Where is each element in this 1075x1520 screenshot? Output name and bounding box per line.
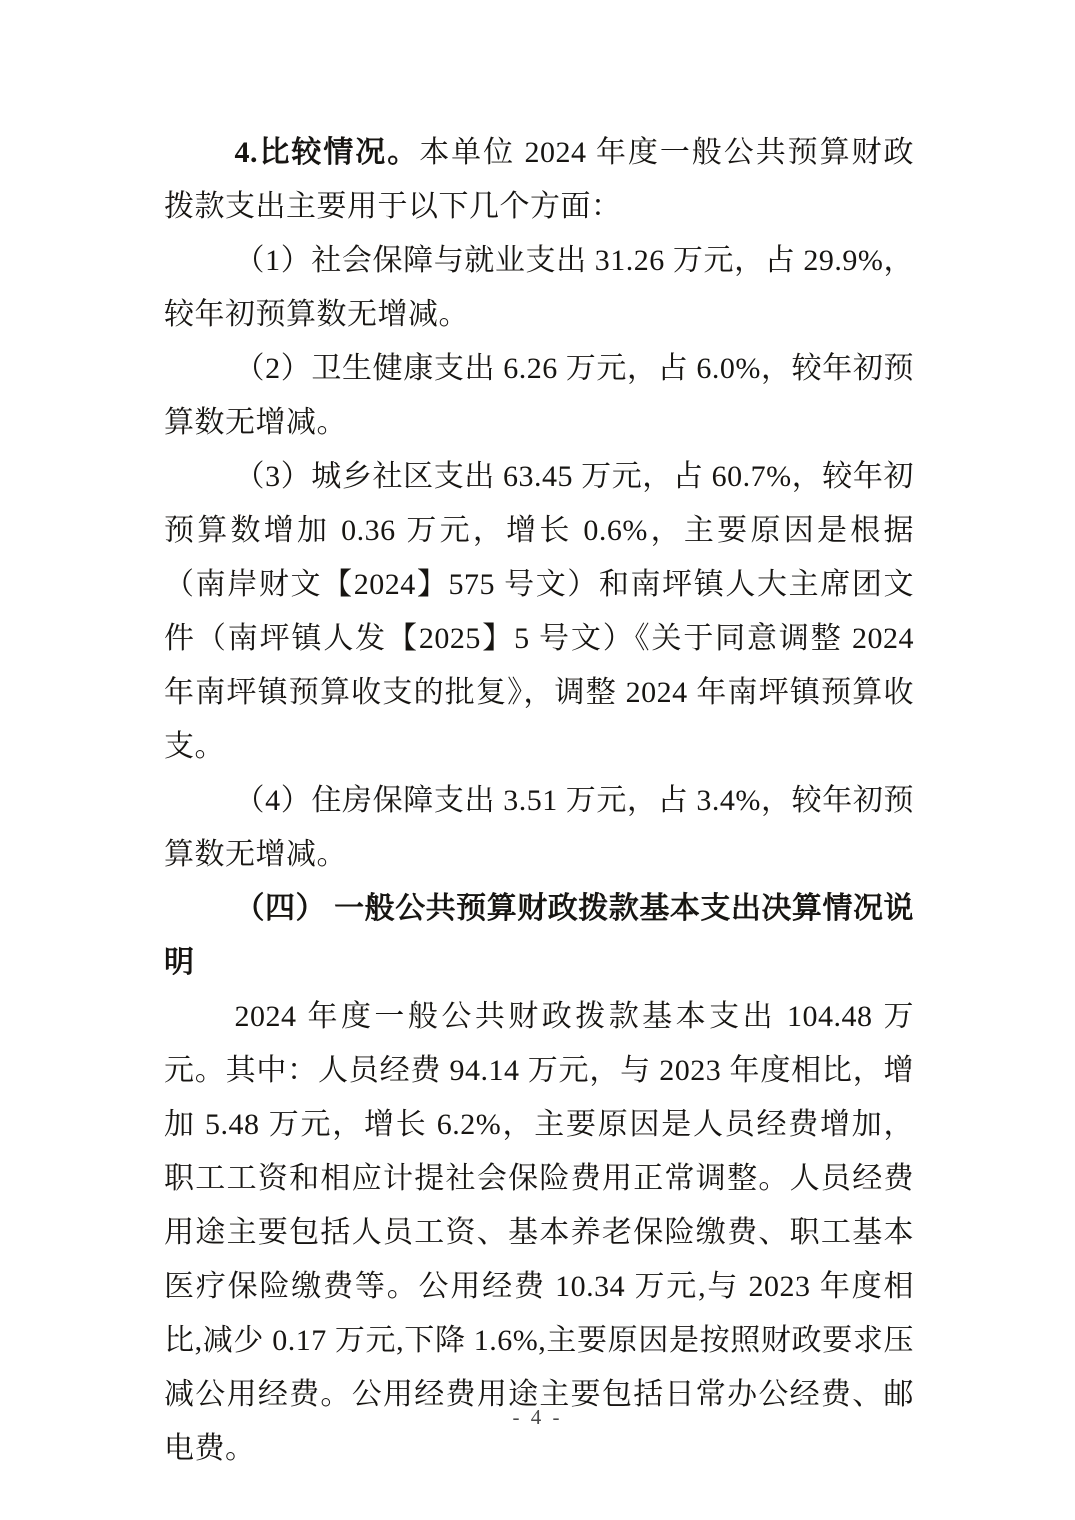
section-heading: （四） 一般公共预算财政拨款基本支出决算情况说明 xyxy=(164,892,914,979)
paragraph: （2）卫生健康支出 6.26 万元，占 6.0%，较年初预算数无增减。 xyxy=(164,352,914,439)
paragraph: （1）社会保障与就业支出 31.26 万元，占 29.9%，较年初预算数无增减。 xyxy=(164,244,914,331)
document-body xyxy=(164,126,914,1476)
paragraph-lead: 4.比较情况。 xyxy=(234,136,420,169)
paragraph: （3）城乡社区支出 63.45 万元，占 60.7%，较年初预算数增加 0.36 万元，增长 0.6%，主要原因是根据（南岸财文【2024】575 号文）和南坪镇人大主席团文件（南坪镇人发【2025】5 号文）《关于同意调整 2024 年南坪镇预算收支的批复》，调整 2024 年南坪镇预算收支。 xyxy=(164,460,914,763)
paragraph: 2024 年度一般公共财政拨款基本支出 104.48 万元。其中：人员经费 94.14 万元，与 2023 年度相比，增加 5.48 万元，增长 6.2%，主要原因是人员经费增加，职工工资和相应计提社会保险费用正常调整。人员经费用途主要包括人员工资、基本养老保险缴费、职工基本医疗保险缴费等。公用经费 10.34 万元,与 2023 年度相比,减少 0.17 万元,下降 1.6%,主要原因是按照财政要求压减公用经费。公用经费用途主要包括日常办公经费、邮电费。 xyxy=(164,1000,914,1465)
paragraph: 4.比较情况。本单位 2024 年度一般公共预算财政拨款支出主要用于以下几个方面： xyxy=(164,136,915,223)
page-number: - 4 - xyxy=(512,1405,563,1429)
paragraph: （4）住房保障支出 3.51 万元，占 3.4%，较年初预算数无增减。 xyxy=(164,784,914,871)
